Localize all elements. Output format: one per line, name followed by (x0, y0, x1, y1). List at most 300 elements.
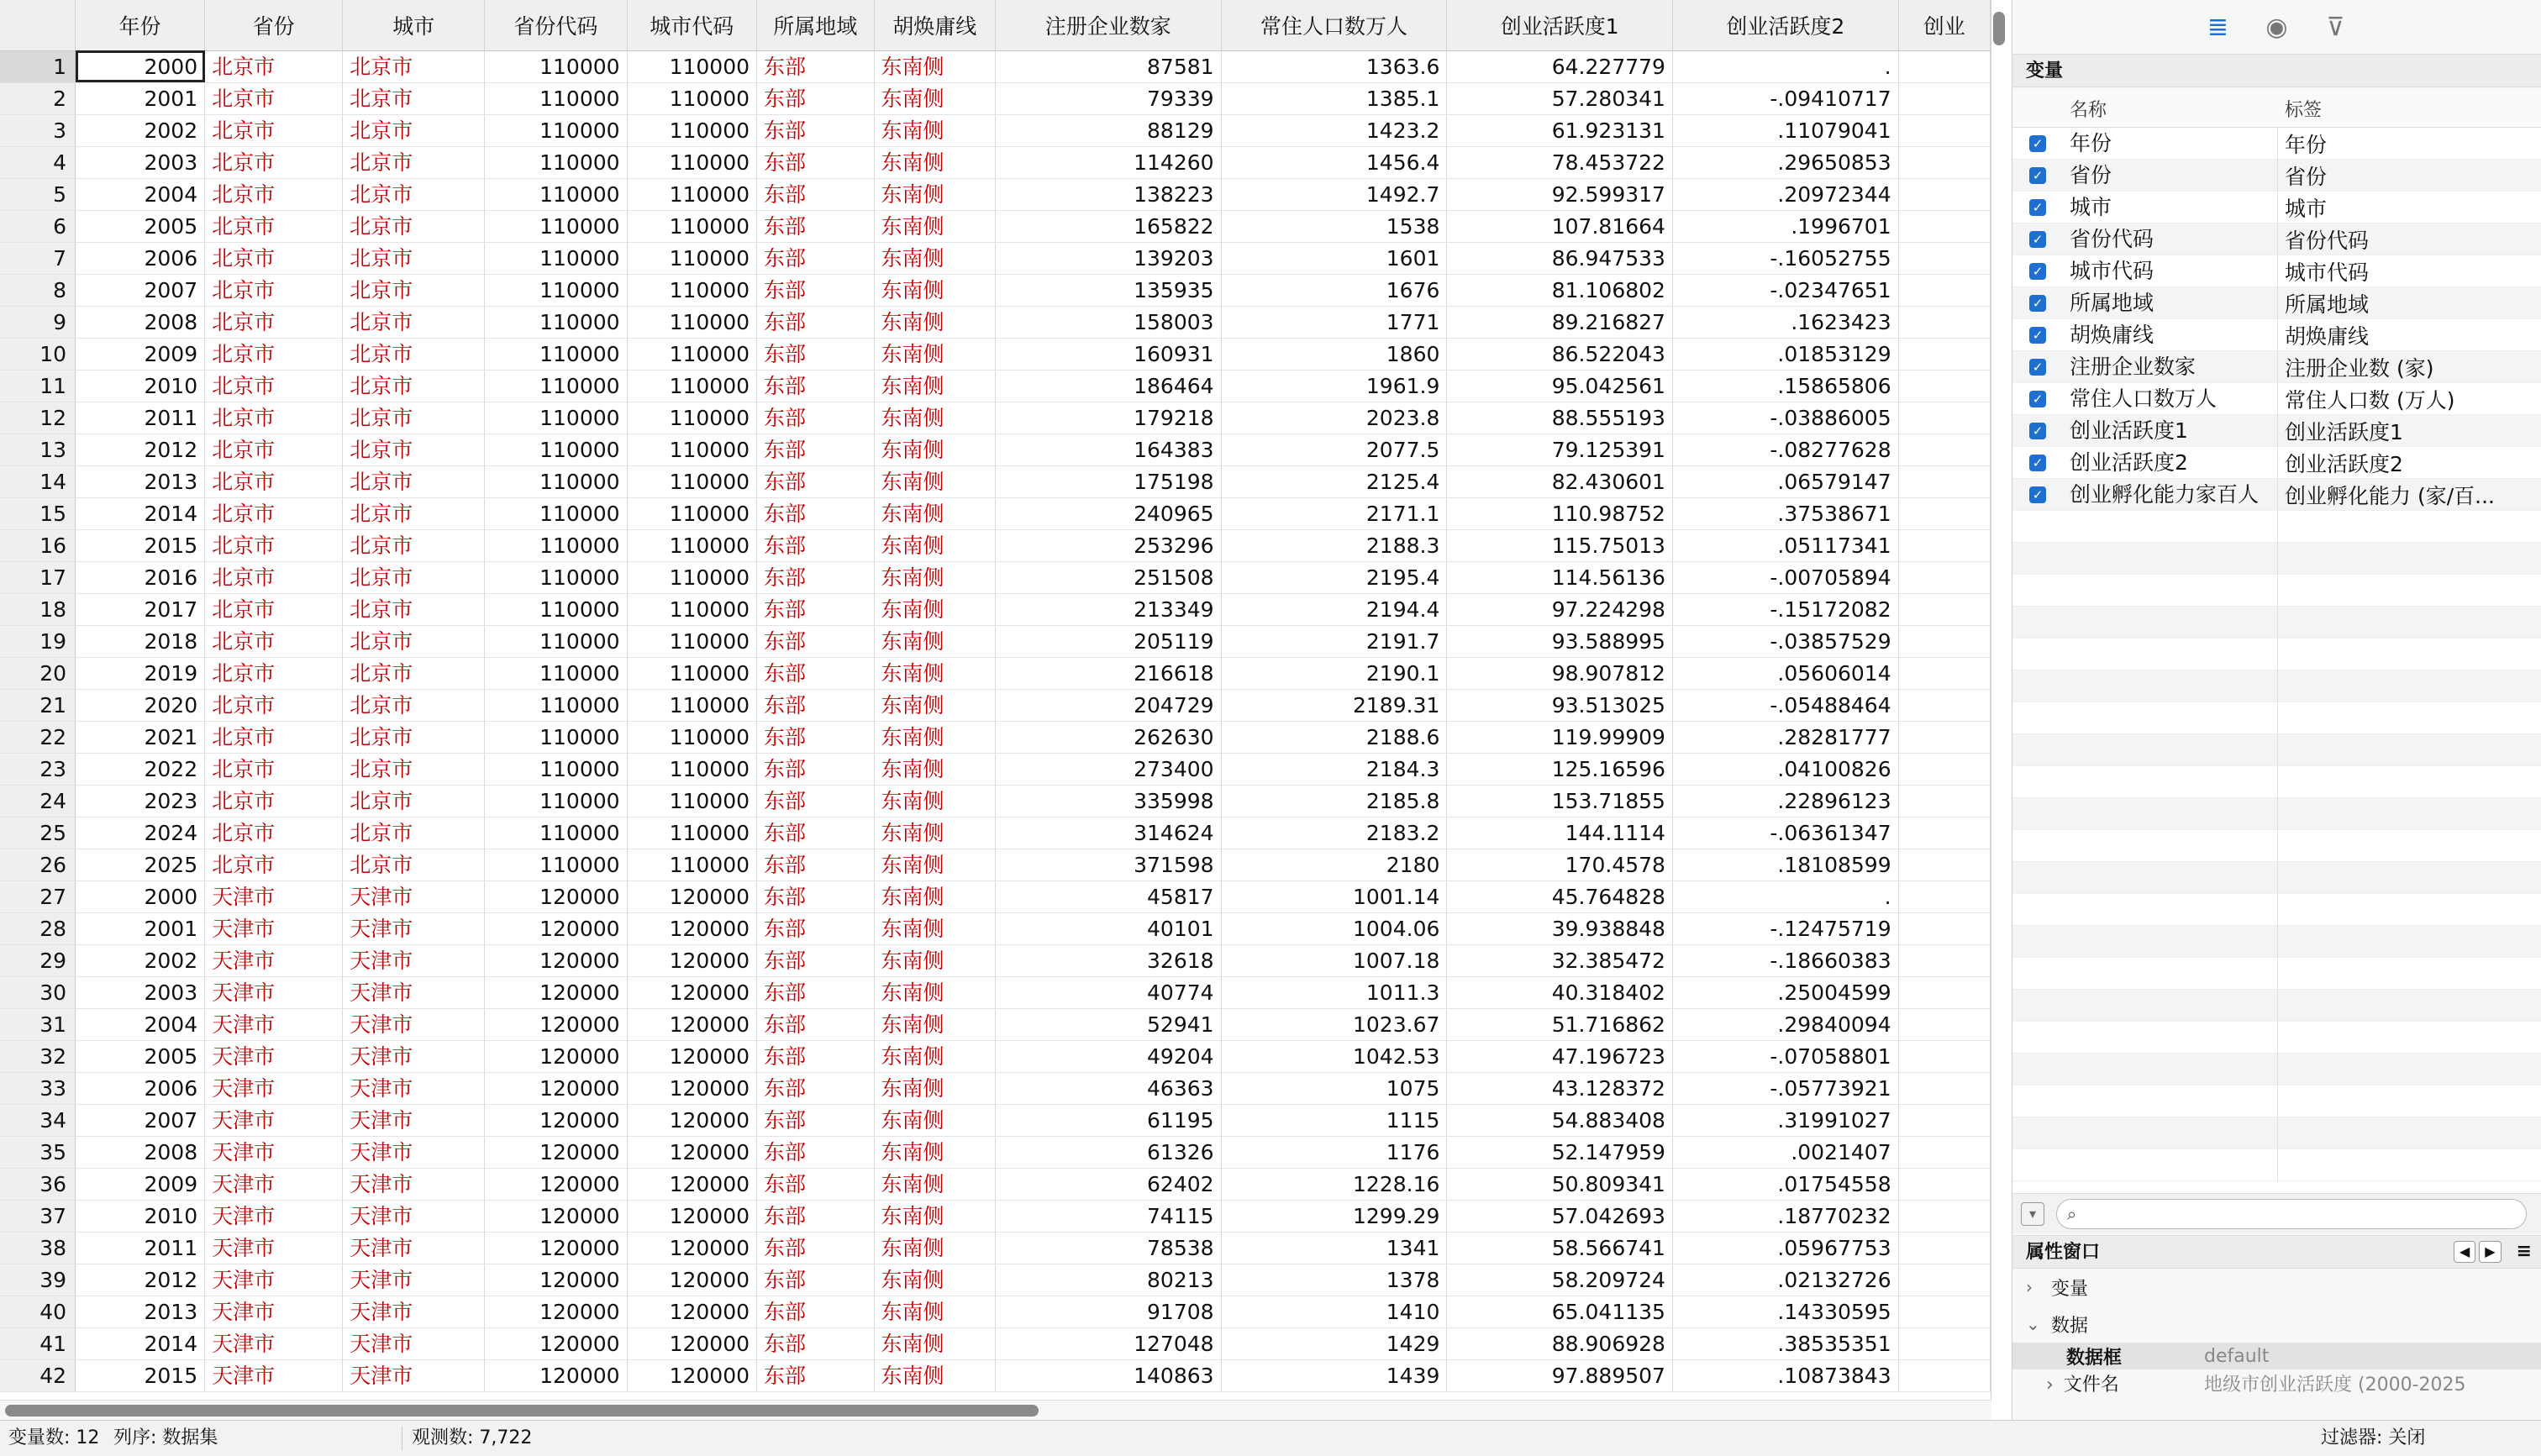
data-cell[interactable]: 80213 (996, 1264, 1222, 1296)
data-cell[interactable]: 135935 (996, 274, 1222, 306)
data-cell[interactable]: 北京市 (343, 593, 485, 625)
table-row[interactable] (0, 1072, 1991, 1104)
data-cell[interactable]: 2012 (76, 434, 205, 465)
row-number[interactable]: 18 (0, 593, 76, 625)
data-cell[interactable]: 2188.3 (1221, 529, 1447, 561)
data-cell[interactable]: .05117341 (1672, 529, 1898, 561)
data-cell[interactable]: 110000 (627, 625, 756, 657)
data-cell[interactable]: 110000 (485, 529, 627, 561)
empty-cell[interactable] (1898, 785, 1990, 817)
table-row[interactable] (0, 1136, 1991, 1168)
data-cell[interactable]: 东部 (757, 1200, 875, 1232)
data-cell[interactable]: 北京市 (343, 306, 485, 338)
data-cell[interactable]: 110000 (627, 306, 756, 338)
data-cell[interactable]: 110000 (627, 497, 756, 529)
row-number[interactable]: 39 (0, 1264, 76, 1296)
column-header[interactable]: 常住人口数万人 (1221, 0, 1447, 50)
empty-cell[interactable] (1898, 944, 1990, 976)
empty-cell[interactable] (1898, 689, 1990, 721)
empty-cell[interactable] (1898, 1040, 1990, 1072)
table-row[interactable] (0, 178, 1991, 210)
data-cell[interactable]: 2185.8 (1221, 785, 1447, 817)
empty-cell[interactable] (1898, 657, 1990, 689)
data-cell[interactable]: 北京市 (343, 753, 485, 785)
data-cell[interactable]: 110000 (485, 593, 627, 625)
data-cell[interactable]: 120000 (627, 1168, 756, 1200)
variable-checkbox[interactable] (2012, 486, 2063, 503)
variable-checkbox[interactable] (2012, 231, 2063, 248)
data-cell[interactable]: 北京市 (205, 817, 343, 849)
row-number[interactable]: 1 (0, 50, 76, 82)
row-number[interactable]: 30 (0, 976, 76, 1008)
table-row[interactable] (0, 50, 1991, 82)
table-row[interactable] (0, 434, 1991, 465)
data-cell[interactable]: 北京市 (343, 338, 485, 370)
data-cell[interactable]: 东南侧 (874, 657, 995, 689)
data-cell[interactable]: . (1672, 50, 1898, 82)
data-cell[interactable]: 1341 (1221, 1232, 1447, 1264)
horizontal-scroll-thumb[interactable] (5, 1405, 1039, 1417)
data-cell[interactable]: 1860 (1221, 338, 1447, 370)
data-cell[interactable]: 186464 (996, 370, 1222, 402)
data-cell[interactable]: 51.716862 (1447, 1008, 1673, 1040)
data-cell[interactable]: 北京市 (205, 114, 343, 146)
data-cell[interactable]: 110000 (627, 402, 756, 434)
data-cell[interactable]: 天津市 (205, 976, 343, 1008)
row-number[interactable]: 37 (0, 1200, 76, 1232)
variable-checkbox[interactable] (2012, 199, 2063, 216)
data-cell[interactable]: 东南侧 (874, 1168, 995, 1200)
data-cell[interactable]: 北京市 (205, 849, 343, 880)
data-cell[interactable]: 东南侧 (874, 561, 995, 593)
table-row[interactable] (0, 1008, 1991, 1040)
data-cell[interactable]: 170.4578 (1447, 849, 1673, 880)
data-cell[interactable]: 120000 (485, 1200, 627, 1232)
data-cell[interactable]: 175198 (996, 465, 1222, 497)
data-cell[interactable]: 1676 (1221, 274, 1447, 306)
column-header[interactable]: 创业 (1898, 0, 1990, 50)
data-cell[interactable]: 天津市 (205, 1008, 343, 1040)
table-row[interactable] (0, 657, 1991, 689)
data-cell[interactable]: 东南侧 (874, 593, 995, 625)
data-cell[interactable]: 东部 (757, 1232, 875, 1264)
search-field[interactable] (2083, 1204, 2486, 1223)
empty-cell[interactable] (1898, 976, 1990, 1008)
table-row[interactable] (0, 338, 1991, 370)
data-cell[interactable]: 61195 (996, 1104, 1222, 1136)
data-cell[interactable]: 179218 (996, 402, 1222, 434)
data-cell[interactable]: 110000 (485, 146, 627, 178)
data-cell[interactable]: 2023 (76, 785, 205, 817)
data-cell[interactable]: 89.216827 (1447, 306, 1673, 338)
data-cell[interactable]: 东南侧 (874, 178, 995, 210)
data-cell[interactable]: 东部 (757, 434, 875, 465)
data-cell[interactable]: 2184.3 (1221, 753, 1447, 785)
data-cell[interactable]: 北京市 (343, 82, 485, 114)
table-row[interactable] (0, 880, 1991, 912)
empty-cell[interactable] (1898, 1072, 1990, 1104)
data-cell[interactable]: 东南侧 (874, 880, 995, 912)
data-cell[interactable]: 北京市 (343, 434, 485, 465)
data-cell[interactable]: 1538 (1221, 210, 1447, 242)
data-cell[interactable]: 205119 (996, 625, 1222, 657)
data-cell[interactable]: 2022 (76, 753, 205, 785)
data-cell[interactable]: 东南侧 (874, 338, 995, 370)
data-cell[interactable]: 144.1114 (1447, 817, 1673, 849)
data-cell[interactable]: 110000 (485, 625, 627, 657)
data-cell[interactable]: 43.128372 (1447, 1072, 1673, 1104)
data-cell[interactable]: 86.947533 (1447, 242, 1673, 274)
data-cell[interactable]: 2002 (76, 114, 205, 146)
data-cell[interactable]: 东南侧 (874, 1327, 995, 1359)
data-cell[interactable]: 115.75013 (1447, 529, 1673, 561)
data-cell[interactable]: .28281777 (1672, 721, 1898, 753)
data-cell[interactable]: 91708 (996, 1296, 1222, 1327)
data-cell[interactable]: 2002 (76, 944, 205, 976)
data-cell[interactable]: 120000 (485, 1040, 627, 1072)
data-cell[interactable]: 1410 (1221, 1296, 1447, 1327)
data-cell[interactable]: 82.430601 (1447, 465, 1673, 497)
data-cell[interactable]: 北京市 (205, 50, 343, 82)
data-cell[interactable]: 东部 (757, 210, 875, 242)
data-cell[interactable]: 253296 (996, 529, 1222, 561)
data-cell[interactable]: 天津市 (205, 912, 343, 944)
column-header[interactable]: 创业活跃度1 (1447, 0, 1673, 50)
data-cell[interactable]: 北京市 (205, 465, 343, 497)
data-cell[interactable]: 58.209724 (1447, 1264, 1673, 1296)
row-number[interactable]: 29 (0, 944, 76, 976)
data-cell[interactable]: 79339 (996, 82, 1222, 114)
data-cell[interactable]: .1996701 (1672, 210, 1898, 242)
variable-checkbox[interactable] (2012, 263, 2063, 280)
data-cell[interactable]: 138223 (996, 178, 1222, 210)
column-header[interactable]: 所属地域 (757, 0, 875, 50)
data-cell[interactable]: 335998 (996, 785, 1222, 817)
variable-row[interactable] (2012, 128, 2541, 160)
row-number[interactable]: 7 (0, 242, 76, 274)
data-cell[interactable]: 天津市 (205, 1327, 343, 1359)
data-cell[interactable]: 2171.1 (1221, 497, 1447, 529)
data-cell[interactable]: 北京市 (205, 721, 343, 753)
data-cell[interactable]: 97.224298 (1447, 593, 1673, 625)
data-cell[interactable]: 东部 (757, 1104, 875, 1136)
data-cell[interactable]: 164383 (996, 434, 1222, 465)
data-cell[interactable]: 东部 (757, 1168, 875, 1200)
row-number[interactable]: 28 (0, 912, 76, 944)
data-cell[interactable]: 1228.16 (1221, 1168, 1447, 1200)
data-cell[interactable]: 110000 (485, 785, 627, 817)
empty-cell[interactable] (1898, 721, 1990, 753)
table-row[interactable] (0, 976, 1991, 1008)
data-cell[interactable]: 110000 (485, 402, 627, 434)
data-cell[interactable]: 140863 (996, 1359, 1222, 1391)
snapshot-icon[interactable]: ◉ (2265, 12, 2288, 42)
column-header[interactable]: 胡焕庸线 (874, 0, 995, 50)
data-cell[interactable]: 东南侧 (874, 402, 995, 434)
data-cell[interactable]: .04100826 (1672, 753, 1898, 785)
data-cell[interactable]: 78.453722 (1447, 146, 1673, 178)
data-cell[interactable]: 北京市 (343, 274, 485, 306)
data-cell[interactable]: 北京市 (343, 178, 485, 210)
row-number[interactable]: 22 (0, 721, 76, 753)
empty-cell[interactable] (1898, 210, 1990, 242)
data-cell[interactable]: 110000 (485, 817, 627, 849)
data-cell[interactable]: 2011 (76, 402, 205, 434)
data-cell[interactable]: 东部 (757, 593, 875, 625)
row-number[interactable]: 8 (0, 274, 76, 306)
table-row[interactable] (0, 274, 1991, 306)
data-cell[interactable]: 110000 (485, 50, 627, 82)
variable-row[interactable] (2012, 351, 2541, 383)
data-cell[interactable]: 32618 (996, 944, 1222, 976)
data-cell[interactable]: 58.566741 (1447, 1232, 1673, 1264)
data-cell[interactable]: 北京市 (205, 753, 343, 785)
column-header[interactable]: 注册企业数家 (996, 0, 1222, 50)
data-cell[interactable]: 2017 (76, 593, 205, 625)
data-cell[interactable]: 158003 (996, 306, 1222, 338)
data-cell[interactable]: 东部 (757, 497, 875, 529)
data-cell[interactable]: 东南侧 (874, 944, 995, 976)
table-row[interactable] (0, 114, 1991, 146)
data-cell[interactable]: 110000 (627, 849, 756, 880)
table-row[interactable] (0, 944, 1991, 976)
data-cell[interactable]: 110000 (485, 753, 627, 785)
data-cell[interactable]: 东部 (757, 82, 875, 114)
data-cell[interactable]: 2003 (76, 146, 205, 178)
empty-cell[interactable] (1898, 242, 1990, 274)
data-cell[interactable]: 2191.7 (1221, 625, 1447, 657)
data-cell[interactable]: 北京市 (343, 465, 485, 497)
prev-arrow-icon[interactable]: ◀ (2454, 1241, 2475, 1263)
data-cell[interactable]: .1623423 (1672, 306, 1898, 338)
table-row[interactable] (0, 370, 1991, 402)
data-cell[interactable]: . (1672, 880, 1898, 912)
row-number[interactable]: 23 (0, 753, 76, 785)
table-row[interactable] (0, 561, 1991, 593)
data-cell[interactable]: 2007 (76, 1104, 205, 1136)
data-cell[interactable]: 北京市 (205, 274, 343, 306)
data-cell[interactable]: 110000 (485, 242, 627, 274)
variable-checkbox[interactable] (2012, 135, 2063, 152)
variable-checkbox[interactable] (2012, 391, 2063, 407)
data-cell[interactable]: 北京市 (343, 497, 485, 529)
data-cell[interactable]: 东南侧 (874, 1008, 995, 1040)
data-cell[interactable]: 东南侧 (874, 625, 995, 657)
data-cell[interactable]: 东南侧 (874, 849, 995, 880)
row-number[interactable]: 36 (0, 1168, 76, 1200)
data-cell[interactable]: 北京市 (205, 657, 343, 689)
vertical-scroll-thumb[interactable] (1993, 12, 2005, 45)
data-cell[interactable]: 52.147959 (1447, 1136, 1673, 1168)
data-cell[interactable]: 东部 (757, 753, 875, 785)
filename-row[interactable] (2012, 1369, 2541, 1396)
variable-checkbox[interactable] (2012, 167, 2063, 184)
data-cell[interactable]: 314624 (996, 817, 1222, 849)
data-cell[interactable]: 北京市 (343, 817, 485, 849)
data-cell[interactable]: 120000 (485, 1264, 627, 1296)
data-cell[interactable]: 93.513025 (1447, 689, 1673, 721)
filter-toggle-icon[interactable]: ▾ (2021, 1202, 2044, 1226)
data-cell[interactable]: 天津市 (343, 1359, 485, 1391)
data-cell[interactable]: 213349 (996, 593, 1222, 625)
data-cell[interactable]: 东南侧 (874, 242, 995, 274)
data-cell[interactable]: -.02347651 (1672, 274, 1898, 306)
data-cell[interactable]: 东南侧 (874, 50, 995, 82)
row-number[interactable]: 19 (0, 625, 76, 657)
data-cell[interactable]: 120000 (485, 1104, 627, 1136)
data-cell[interactable]: 114260 (996, 146, 1222, 178)
data-cell[interactable]: 东南侧 (874, 497, 995, 529)
data-cell[interactable]: 61326 (996, 1136, 1222, 1168)
data-cell[interactable]: 86.522043 (1447, 338, 1673, 370)
data-cell[interactable]: 92.599317 (1447, 178, 1673, 210)
data-cell[interactable]: 240965 (996, 497, 1222, 529)
data-cell[interactable]: 57.042693 (1447, 1200, 1673, 1232)
data-cell[interactable]: 东部 (757, 625, 875, 657)
data-cell[interactable]: 110000 (485, 721, 627, 753)
data-cell[interactable]: 54.883408 (1447, 1104, 1673, 1136)
data-cell[interactable]: 东部 (757, 912, 875, 944)
empty-cell[interactable] (1898, 370, 1990, 402)
empty-cell[interactable] (1898, 465, 1990, 497)
data-cell[interactable]: 2005 (76, 1040, 205, 1072)
data-cell[interactable]: 北京市 (205, 689, 343, 721)
data-cell[interactable]: 东部 (757, 1359, 875, 1391)
data-cell[interactable]: 北京市 (343, 114, 485, 146)
data-cell[interactable]: 东部 (757, 1296, 875, 1327)
empty-cell[interactable] (1898, 1104, 1990, 1136)
data-cell[interactable]: 天津市 (343, 1040, 485, 1072)
variable-row[interactable] (2012, 415, 2541, 447)
data-cell[interactable]: 东部 (757, 880, 875, 912)
data-cell[interactable]: 110000 (485, 370, 627, 402)
data-cell[interactable]: 110000 (627, 753, 756, 785)
data-cell[interactable]: .01754558 (1672, 1168, 1898, 1200)
data-cell[interactable]: 81.106802 (1447, 274, 1673, 306)
table-row[interactable] (0, 593, 1991, 625)
data-cell[interactable]: 天津市 (343, 1136, 485, 1168)
data-cell[interactable]: 东部 (757, 657, 875, 689)
data-cell[interactable]: 2011 (76, 1232, 205, 1264)
data-cell[interactable]: 120000 (627, 1359, 756, 1391)
data-cell[interactable]: 北京市 (343, 529, 485, 561)
data-cell[interactable]: 天津市 (343, 944, 485, 976)
data-cell[interactable]: 东部 (757, 849, 875, 880)
data-cell[interactable]: 2190.1 (1221, 657, 1447, 689)
empty-cell[interactable] (1898, 880, 1990, 912)
data-cell[interactable]: 1001.14 (1221, 880, 1447, 912)
data-cell[interactable]: 北京市 (205, 242, 343, 274)
data-cell[interactable]: 2008 (76, 306, 205, 338)
data-cell[interactable]: 1378 (1221, 1264, 1447, 1296)
data-cell[interactable]: 120000 (627, 880, 756, 912)
data-cell[interactable]: 120000 (485, 944, 627, 976)
data-cell[interactable]: 120000 (627, 1327, 756, 1359)
data-cell[interactable]: 61.923131 (1447, 114, 1673, 146)
data-cell[interactable]: 东南侧 (874, 689, 995, 721)
data-cell[interactable]: 北京市 (205, 82, 343, 114)
variable-row[interactable] (2012, 160, 2541, 192)
data-cell[interactable]: 110000 (485, 561, 627, 593)
data-cell[interactable]: 1363.6 (1221, 50, 1447, 82)
row-number[interactable]: 15 (0, 497, 76, 529)
data-cell[interactable]: 2001 (76, 912, 205, 944)
table-row[interactable] (0, 1296, 1991, 1327)
data-cell[interactable]: 北京市 (343, 146, 485, 178)
data-cell[interactable]: 1771 (1221, 306, 1447, 338)
data-cell[interactable]: 120000 (627, 1136, 756, 1168)
row-number-header[interactable] (0, 0, 76, 50)
data-cell[interactable]: 110000 (627, 50, 756, 82)
data-cell[interactable]: 1011.3 (1221, 976, 1447, 1008)
data-cell[interactable]: .20972344 (1672, 178, 1898, 210)
data-cell[interactable]: 天津市 (205, 1072, 343, 1104)
variable-checkbox[interactable] (2012, 327, 2063, 344)
horizontal-scrollbar[interactable] (0, 1400, 1991, 1420)
table-row[interactable] (0, 625, 1991, 657)
data-cell[interactable]: 东部 (757, 274, 875, 306)
data-cell[interactable]: 北京市 (343, 561, 485, 593)
data-cell[interactable]: 120000 (485, 1008, 627, 1040)
data-cell[interactable]: 北京市 (343, 210, 485, 242)
data-cell[interactable]: -.05488464 (1672, 689, 1898, 721)
column-header[interactable]: 年份 (76, 0, 205, 50)
data-cell[interactable]: 北京市 (205, 178, 343, 210)
empty-cell[interactable] (1898, 1264, 1990, 1296)
data-cell[interactable]: 139203 (996, 242, 1222, 274)
data-cell[interactable]: 2189.31 (1221, 689, 1447, 721)
row-number[interactable]: 5 (0, 178, 76, 210)
data-cell[interactable]: 120000 (485, 1072, 627, 1104)
data-cell[interactable]: 153.71855 (1447, 785, 1673, 817)
data-cell[interactable]: 东部 (757, 1327, 875, 1359)
row-number[interactable]: 17 (0, 561, 76, 593)
row-number[interactable]: 42 (0, 1359, 76, 1391)
data-cell[interactable]: 120000 (627, 1104, 756, 1136)
data-cell[interactable]: 110000 (627, 529, 756, 561)
data-cell[interactable]: 2006 (76, 1072, 205, 1104)
data-cell[interactable]: 2013 (76, 1296, 205, 1327)
data-cell[interactable]: 88129 (996, 114, 1222, 146)
data-cell[interactable]: 57.280341 (1447, 82, 1673, 114)
data-cell[interactable]: 120000 (627, 976, 756, 1008)
table-row[interactable] (0, 1264, 1991, 1296)
data-cell[interactable]: .38535351 (1672, 1327, 1898, 1359)
data-cell[interactable]: 东部 (757, 1040, 875, 1072)
variables-icon[interactable]: ≣ (2207, 12, 2229, 42)
row-number[interactable]: 21 (0, 689, 76, 721)
data-cell[interactable]: 东南侧 (874, 1264, 995, 1296)
data-cell[interactable]: 2016 (76, 561, 205, 593)
data-cell[interactable]: 东部 (757, 306, 875, 338)
data-cell[interactable]: 88.555193 (1447, 402, 1673, 434)
table-row[interactable] (0, 210, 1991, 242)
data-cell[interactable]: 110000 (627, 274, 756, 306)
column-header[interactable]: 城市代码 (627, 0, 756, 50)
filter-icon[interactable]: ⊽ (2326, 12, 2345, 42)
data-cell[interactable]: 1007.18 (1221, 944, 1447, 976)
data-cell[interactable]: 2125.4 (1221, 465, 1447, 497)
data-cell[interactable]: 天津市 (343, 1232, 485, 1264)
empty-cell[interactable] (1898, 561, 1990, 593)
data-cell[interactable]: -.03857529 (1672, 625, 1898, 657)
data-cell[interactable]: 1961.9 (1221, 370, 1447, 402)
data-cell[interactable]: 110000 (485, 465, 627, 497)
column-header[interactable]: 省份代码 (485, 0, 627, 50)
data-cell[interactable]: 1439 (1221, 1359, 1447, 1391)
data-cell[interactable]: 110000 (627, 242, 756, 274)
data-cell[interactable]: 天津市 (343, 1008, 485, 1040)
